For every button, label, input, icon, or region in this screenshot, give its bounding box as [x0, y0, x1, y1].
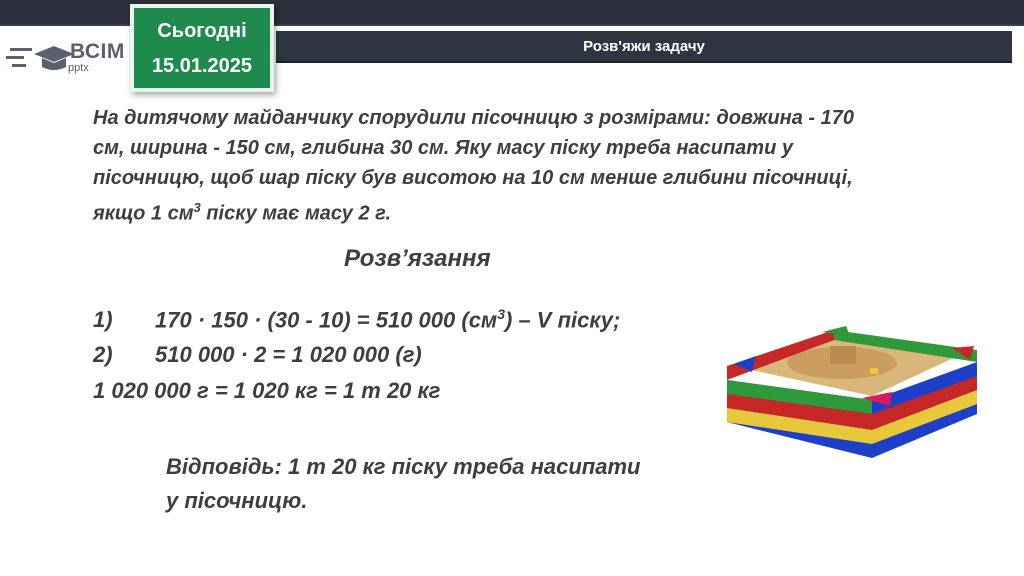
- problem-text: [93, 103, 973, 229]
- date-badge: [130, 4, 274, 92]
- solution-step-3: [93, 378, 440, 404]
- step-text: 510 000 · 2 = 1 020 000 (г): [155, 342, 422, 367]
- step-number: 2): [93, 342, 113, 367]
- sandbox-image: [722, 318, 984, 463]
- problem-line: пісочницю, щоб шар піску був висотою на 10 см менше глибини пісочниці,: [93, 167, 853, 189]
- problem-line: см, ширина - 150 см, глибина 30 см. Яку масу піску треба насипати у: [93, 137, 793, 159]
- step-text-post: ) – V піску;: [505, 307, 621, 333]
- slide-header: [276, 31, 1012, 63]
- problem-line: [93, 193, 973, 229]
- solution-title: Розв’язання: [344, 245, 491, 272]
- problem-line-post: піску має масу 2 г.: [200, 202, 392, 225]
- step-number: 1): [93, 307, 113, 333]
- cube-superscript: 3: [193, 200, 201, 215]
- logo-brand: ВСІМ: [70, 40, 125, 63]
- today-label: Сьогодні: [157, 20, 247, 42]
- solution-step-1: [93, 306, 620, 333]
- slide-title: Розв'яжи задачу: [583, 37, 705, 55]
- answer-line: у пісочницю.: [166, 488, 308, 513]
- answer-text: [166, 450, 746, 518]
- problem-line-pre: якщо 1 см: [93, 202, 194, 225]
- today-date: 15.01.2025: [151, 55, 253, 77]
- step-text: 1 020 000 г = 1 020 кг = 1 т 20 кг: [93, 378, 441, 403]
- solution-step-2: [93, 342, 422, 368]
- answer-line: Відповідь: 1 т 20 кг піску треба насипати: [166, 454, 641, 479]
- problem-line: На дитячому майданчику спорудили пісочницю з розмірами: довжина - 170: [93, 107, 855, 129]
- step-text: 170 · 150 · (30 - 10) = 510 000 (см: [155, 307, 498, 333]
- logo-sub: pptx: [68, 62, 89, 74]
- cube-superscript: 3: [497, 306, 505, 322]
